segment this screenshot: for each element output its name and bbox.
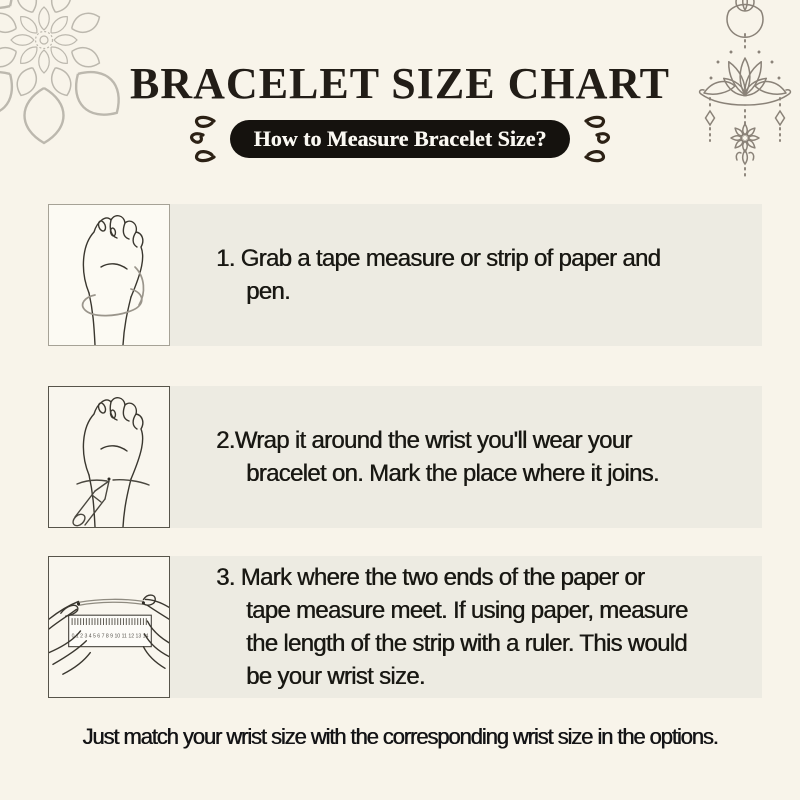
step-line: 2.Wrap it around the wrist you'll wear your xyxy=(216,427,632,454)
steps-list xyxy=(48,204,762,698)
step-row-3 xyxy=(48,556,762,698)
step-line: be your wrist size. xyxy=(246,663,425,690)
step-1-illustration-box xyxy=(48,204,170,346)
step-2-illustration-box xyxy=(48,386,170,528)
page-title: BRACELET SIZE CHART xyxy=(130,59,670,108)
hand-with-tape-loop-icon xyxy=(49,205,169,345)
subtitle-badge: How to Measure Bracelet Size? xyxy=(230,120,571,158)
step-row-1 xyxy=(48,204,762,346)
step-line: 3. Mark where the two ends of the paper or xyxy=(216,564,645,591)
subtitle-row xyxy=(0,120,800,158)
step-line: the length of the strip with a ruler. This would xyxy=(246,630,687,657)
step-line: tape measure meet. If using paper, measure xyxy=(246,597,688,624)
step-1-text xyxy=(170,204,660,346)
flourish-right-icon xyxy=(583,114,617,164)
flourish-left-icon xyxy=(183,114,217,164)
step-line: 1. Grab a tape measure or strip of paper and xyxy=(216,245,661,272)
step-line: bracelet on. Mark the place where it joins. xyxy=(246,460,659,487)
step-line: pen. xyxy=(246,278,290,305)
step-row-2 xyxy=(48,386,762,528)
step-3-illustration-box xyxy=(48,556,170,698)
ruler-numbers: 0 1 2 3 4 5 6 7 8 9 10 11 12 13 14 xyxy=(71,633,149,640)
step-2-text xyxy=(170,386,659,528)
footer-note: Just match your wrist size with the corresponding wrist size in the options. xyxy=(82,724,718,749)
hand-marking-wrist-with-pen-icon xyxy=(49,387,169,527)
step-3-text xyxy=(170,556,688,698)
hands-measuring-strip-with-ruler-icon xyxy=(49,557,169,697)
